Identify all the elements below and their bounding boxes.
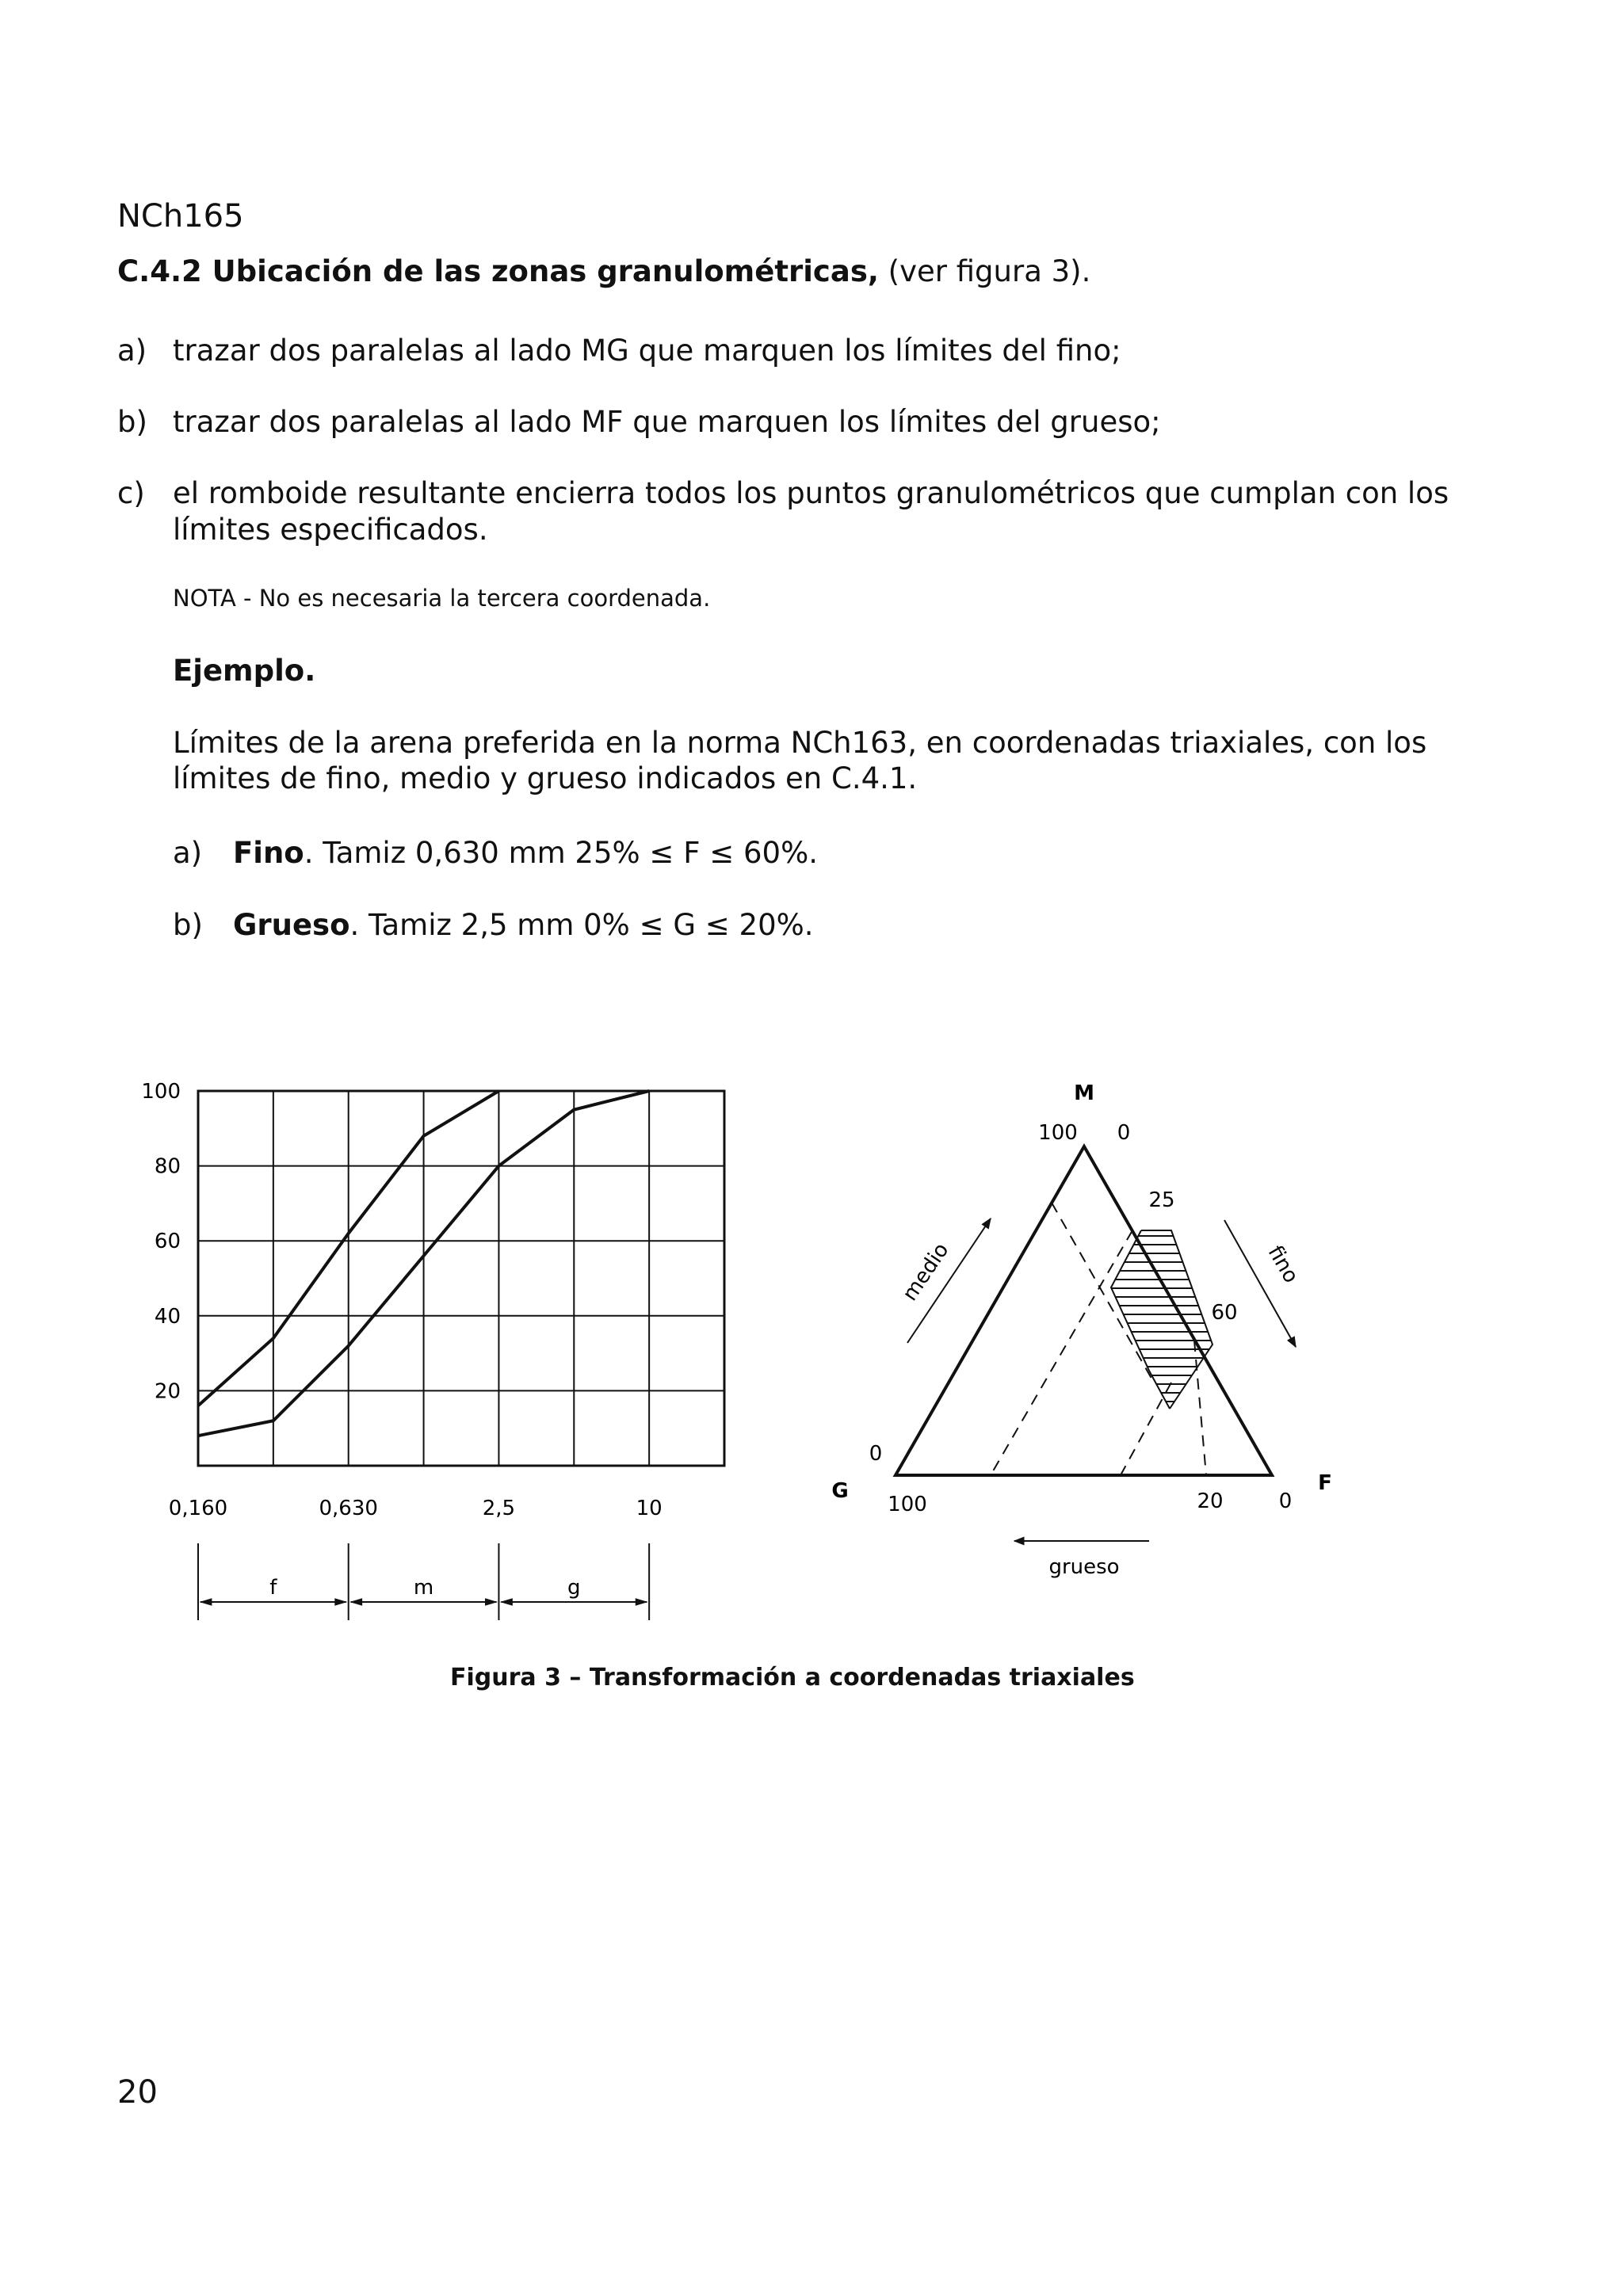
- page-number: 20: [117, 2074, 158, 2111]
- y-axis-ticks: [141, 1080, 181, 1403]
- step-text: trazar dos paralelas al lado MF que marquen los límites del grueso;: [173, 405, 1161, 439]
- document-code: NCh165: [117, 198, 244, 235]
- item-key: b): [173, 908, 203, 942]
- x-tick-label: 10: [636, 1497, 663, 1520]
- fino-limit-25: [1052, 1203, 1154, 1383]
- vertex-f: F: [1318, 1471, 1332, 1495]
- step-key: a): [117, 334, 147, 368]
- example-line2: límites de fino, medio y grueso indicados en C.4.1.: [173, 761, 918, 795]
- vertex-m: M: [1074, 1081, 1094, 1105]
- tick-top-right: 0: [1117, 1121, 1131, 1145]
- x-axis-ticks: [169, 1497, 663, 1520]
- tick-bottom-100: 100: [888, 1493, 927, 1516]
- x-tick-label: 0,160: [168, 1497, 228, 1520]
- band-label: f: [269, 1576, 277, 1600]
- y-tick-label: 80: [154, 1154, 181, 1179]
- tick-fino-60: 60: [1211, 1301, 1238, 1325]
- fino-axis-label: fino: [1262, 1241, 1304, 1287]
- band-label: m: [413, 1576, 434, 1600]
- tick-top-left: 100: [1038, 1121, 1078, 1145]
- section-title: C.4.2 Ubicación de las zonas granulométricas,: [117, 254, 879, 288]
- item-label: Grueso: [233, 908, 350, 942]
- y-tick-label: 60: [154, 1230, 181, 1254]
- y-tick-label: 40: [154, 1304, 181, 1329]
- item-text: . Tamiz 0,630 mm 25% ≤ F ≤ 60%.: [304, 836, 818, 870]
- item-text: . Tamiz 2,5 mm 0% ≤ G ≤ 20%.: [349, 908, 814, 942]
- x-tick-label: 2,5: [482, 1497, 516, 1520]
- tick-g-0: 0: [869, 1442, 883, 1466]
- grueso-limit-0: [991, 1230, 1132, 1475]
- tick-bottom-0: 0: [1278, 1489, 1293, 1513]
- fino-limit-60-line: [1194, 1341, 1206, 1475]
- zone-right-edge: [1141, 1230, 1212, 1409]
- step-text: trazar dos paralelas al lado MG que marquen los límites del fino;: [173, 334, 1121, 368]
- step-key: c): [117, 476, 145, 510]
- vertex-g: G: [831, 1479, 849, 1503]
- example-heading: Ejemplo.: [173, 654, 316, 688]
- figure-caption: Figura 3 – Transformación a coordenadas triaxiales: [450, 1664, 1135, 1691]
- item-key: a): [173, 836, 203, 870]
- note: NOTA - No es necesaria la tercera coordenada.: [173, 585, 711, 612]
- item-label: Fino: [233, 836, 304, 870]
- tick-bottom-20: 20: [1197, 1489, 1224, 1513]
- section-figure-ref: (ver figura 3).: [878, 254, 1091, 288]
- step-text-line2: límites especificados.: [173, 513, 488, 547]
- grading-curve-chart: [198, 1091, 724, 1466]
- example-line1: Límites de la arena preferida en la norma NCh163, en coordenadas triaxiales, con los: [173, 726, 1427, 760]
- y-tick-label: 100: [141, 1080, 181, 1104]
- size-band-legend: [198, 1543, 649, 1620]
- medio-axis-label: medio: [898, 1238, 954, 1306]
- chart-frame: [198, 1091, 724, 1466]
- y-tick-label: 20: [154, 1379, 181, 1404]
- zone-left-edge: [1111, 1230, 1170, 1409]
- grueso-axis-label: grueso: [1048, 1555, 1120, 1579]
- band-label: g: [567, 1576, 581, 1600]
- ternary-diagram: [831, 1081, 1332, 1579]
- step-key: b): [117, 405, 147, 439]
- tick-fino-25: 25: [1148, 1188, 1175, 1212]
- chart-grid: [198, 1091, 724, 1466]
- step-text-line1: el romboide resultante encierra todos los puntos granulométricos que cumplan con los: [173, 476, 1449, 510]
- x-tick-label: 0,630: [319, 1497, 378, 1520]
